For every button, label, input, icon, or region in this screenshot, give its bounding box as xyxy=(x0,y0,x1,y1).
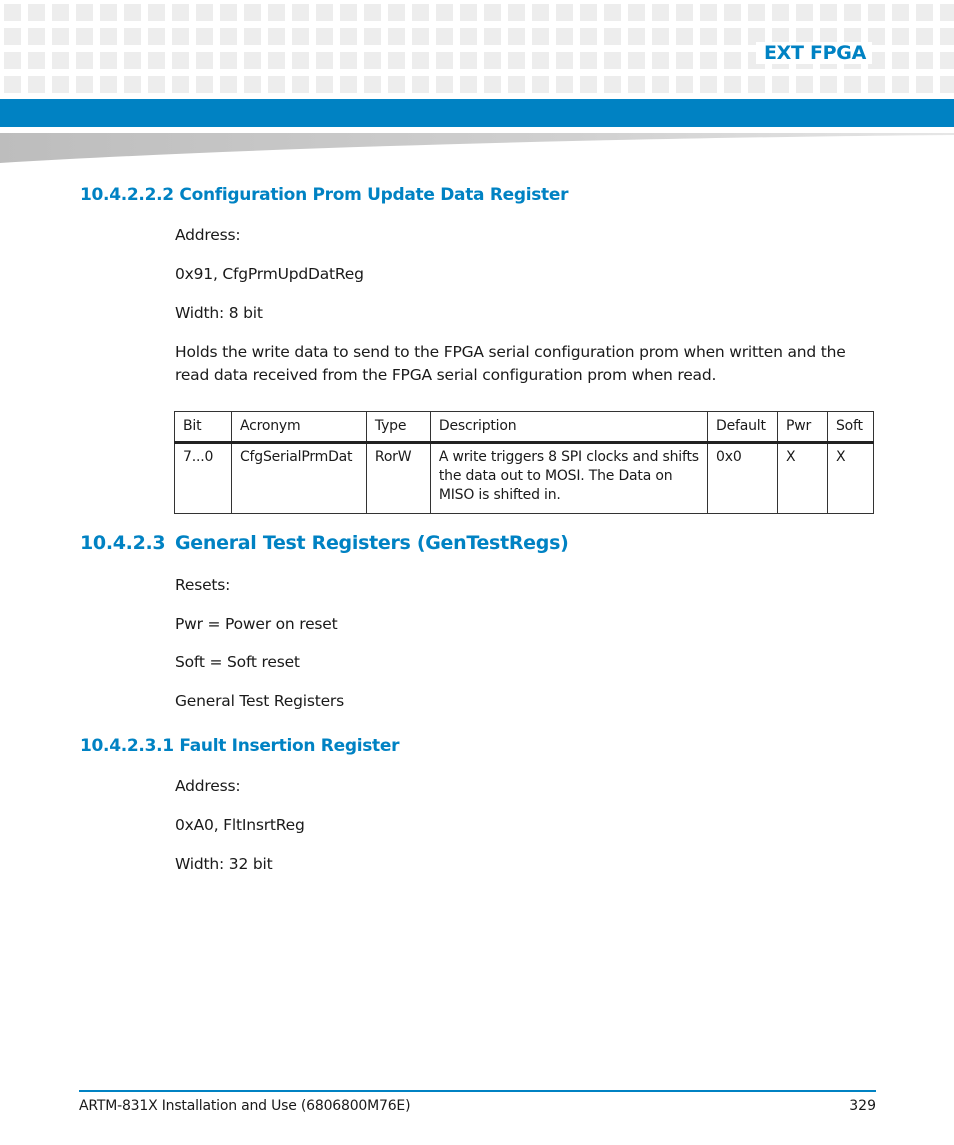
section-title: General Test Registers (GenTestRegs) xyxy=(175,532,569,554)
footer-rule xyxy=(79,1090,876,1092)
address-label: Address: xyxy=(175,226,241,244)
table-cell-description: A write triggers 8 SPI clocks and shifts the data out to MOSI. The Data on MISO is shifted in. xyxy=(430,443,707,514)
table-header-cell: Default xyxy=(708,412,778,443)
table-row xyxy=(175,443,874,514)
address-value: 0x91, CfgPrmUpdDatReg xyxy=(175,265,364,283)
register-description: Holds the write data to send to the FPGA serial configuration prom when written and the read data received from the FPGA serial configuration prom when read. xyxy=(175,343,846,384)
general-test-registers-text: General Test Registers xyxy=(175,692,344,710)
register-table xyxy=(174,411,874,514)
table-header-cell: Soft xyxy=(827,412,873,443)
section-number: 10.4.2.3 xyxy=(80,532,166,554)
table-header-cell: Pwr xyxy=(778,412,828,443)
table-header-cell: Acronym xyxy=(231,412,366,443)
footer-doc-title: ARTM-831X Installation and Use (6806800M76E) xyxy=(79,1098,411,1114)
table-cell-default: 0x0 xyxy=(708,443,778,514)
resets-label: Resets: xyxy=(175,576,231,594)
address-value: 0xA0, FltInsrtReg xyxy=(175,816,305,834)
header-gray-swoosh xyxy=(0,131,954,165)
table-cell-type: RorW xyxy=(366,443,430,514)
table-header-cell: Description xyxy=(430,412,707,443)
section-heading-fault-insertion: 10.4.2.3.1 Fault Insertion Register xyxy=(80,736,400,756)
table-cell-bit: 7...0 xyxy=(175,443,232,514)
section-heading-general-test-registers xyxy=(80,532,568,554)
register-width: Width: 32 bit xyxy=(175,855,273,873)
page-number: 329 xyxy=(849,1098,876,1114)
reset-pwr-definition: Pwr = Power on reset xyxy=(175,615,338,633)
reset-soft-definition: Soft = Soft reset xyxy=(175,653,300,671)
table-header-cell: Bit xyxy=(175,412,232,443)
chapter-title: EXT FPGA xyxy=(756,42,872,64)
section-heading-cfg-prom-update: 10.4.2.2.2 Configuration Prom Update Data Register xyxy=(80,185,569,205)
table-cell-soft: X xyxy=(827,443,873,514)
table-cell-acronym: CfgSerialPrmDat xyxy=(231,443,366,514)
header-blue-band xyxy=(0,99,954,127)
register-width: Width: 8 bit xyxy=(175,304,263,322)
table-header-row xyxy=(175,412,874,443)
address-label: Address: xyxy=(175,777,241,795)
table-header-cell: Type xyxy=(366,412,430,443)
table-cell-pwr: X xyxy=(778,443,828,514)
